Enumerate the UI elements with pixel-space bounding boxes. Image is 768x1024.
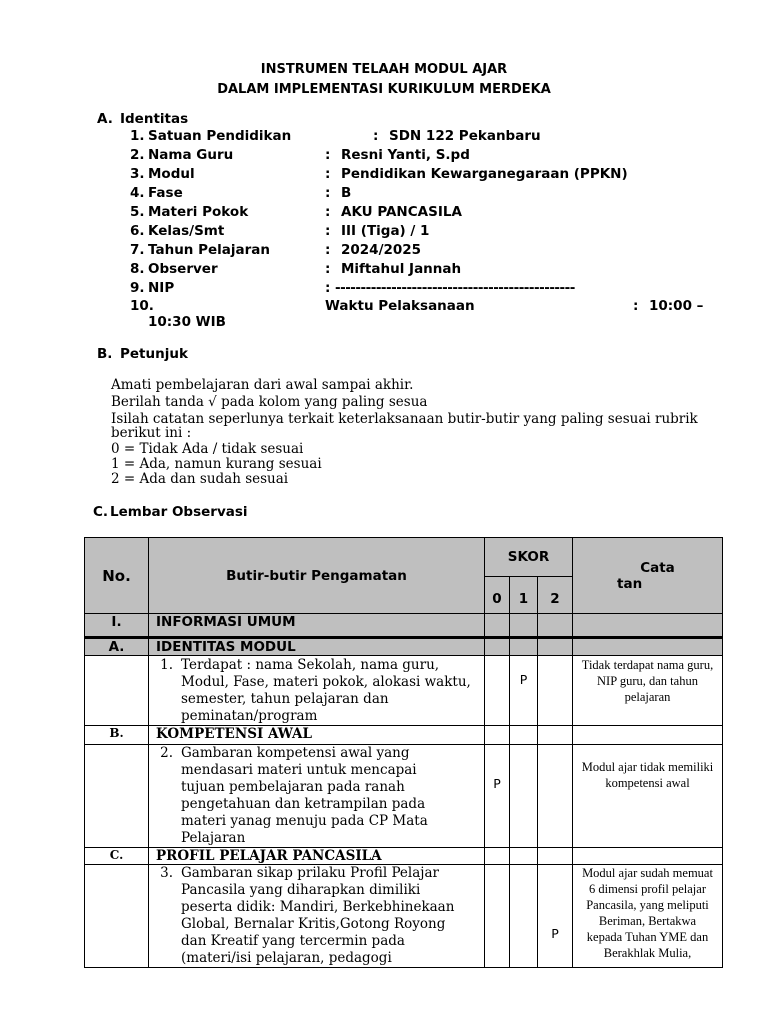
header-butir: Butir-butir Pengamatan <box>149 538 485 614</box>
identity-num: 6. <box>130 223 145 239</box>
item-line: Gambaran kompetensi awal yang <box>181 745 410 761</box>
score-cell <box>510 638 538 656</box>
item-line: Pelajaran <box>181 830 246 846</box>
score-cell <box>510 848 538 865</box>
identity-colon: : <box>373 128 379 144</box>
identity-label: Modul <box>148 166 195 182</box>
nip-dashes: ----------------------------------------------- <box>335 280 575 296</box>
identity-value-continued: 10:30 WIB <box>148 314 226 330</box>
item-text <box>149 656 485 726</box>
identity-label: Fase <box>148 185 183 201</box>
item-description <box>181 745 428 847</box>
section-a-label: A. <box>97 111 113 127</box>
item-number: 2. <box>160 745 173 761</box>
note-cell <box>573 726 723 745</box>
score-cell <box>485 614 510 638</box>
identity-num: 2. <box>130 147 145 163</box>
identity-value: AKU PANCASILA <box>341 204 462 220</box>
row-number: I. <box>85 614 149 638</box>
identity-num: 4. <box>130 185 145 201</box>
score-0-mark: P <box>485 745 510 848</box>
item-description <box>181 657 471 725</box>
table-row <box>85 638 723 656</box>
document-title-line1: INSTRUMEN TELAAH MODUL AJAR <box>260 62 508 77</box>
identity-colon: : <box>325 185 331 201</box>
row-number: A. <box>85 638 149 656</box>
identity-colon: : <box>325 261 331 277</box>
score-2-mark <box>538 656 573 726</box>
row-section-title: INFORMASI UMUM <box>149 614 485 638</box>
row-number: B. <box>85 726 149 745</box>
instruction-line: Berilah tanda √ pada kolom yang paling sesua <box>111 394 428 410</box>
score-cell <box>510 614 538 638</box>
note-line: kompetensi awal <box>605 776 690 790</box>
table-row <box>85 865 723 968</box>
header-catatan <box>573 538 723 614</box>
identity-colon: : <box>325 166 331 182</box>
table-header-row <box>85 538 723 577</box>
score-cell <box>485 848 510 865</box>
row-section-title: PROFIL PELAJAR PANCASILA <box>149 848 485 865</box>
identity-label: Waktu Pelaksanaan <box>325 298 475 314</box>
row-number <box>85 745 149 848</box>
note-line: Tidak terdapat nama guru, <box>581 658 714 672</box>
identity-num: 9. <box>130 280 145 296</box>
identity-label: NIP <box>148 280 175 296</box>
note-text <box>573 745 723 848</box>
identity-num: 10. <box>130 298 154 314</box>
score-0-mark <box>485 865 510 968</box>
note-text <box>573 656 723 726</box>
identity-num: 5. <box>130 204 145 220</box>
identity-value: Resni Yanti, S.pd <box>341 147 470 163</box>
identity-label: Observer <box>148 261 218 277</box>
instruction-line: Amati pembelajaran dari awal sampai akhir. <box>111 377 414 393</box>
identity-label: Nama Guru <box>148 147 234 163</box>
score-cell <box>538 726 573 745</box>
header-catatan-line2: tan <box>617 575 643 592</box>
score-cell <box>538 638 573 656</box>
identity-label: Materi Pokok <box>148 204 249 220</box>
score-0-mark <box>485 656 510 726</box>
row-section-title: IDENTITAS MODUL <box>149 638 485 656</box>
identity-colon: : <box>633 298 639 314</box>
score-cell <box>485 638 510 656</box>
table-row <box>85 726 723 745</box>
note-line: Berakhlak Mulia, <box>603 946 692 960</box>
section-c-heading: Lembar Observasi <box>110 504 248 520</box>
identity-colon: : <box>325 204 331 220</box>
row-number: C. <box>85 848 149 865</box>
row-number <box>85 656 149 726</box>
table-row <box>85 656 723 726</box>
score-1-mark <box>510 865 538 968</box>
identity-num: 7. <box>130 242 145 258</box>
identity-colon: : <box>325 280 331 296</box>
score-cell <box>538 614 573 638</box>
note-cell <box>573 848 723 865</box>
identity-value: III (Tiga) / 1 <box>341 223 430 239</box>
item-line: semester, tahun pelajaran dan <box>181 691 389 707</box>
identity-label: Tahun Pelajaran <box>148 242 271 258</box>
note-text <box>573 865 723 968</box>
observation-table <box>84 537 723 968</box>
instruction-line: Isilah catatan seperlunya terkait keterlaksanaan butir-butir yang paling sesuai rubrik <box>111 411 698 427</box>
item-number: 3. <box>160 865 173 881</box>
row-number <box>85 865 149 968</box>
item-line: dan Kreatif yang tercermin pada <box>181 933 405 949</box>
note-line: 6 dimensi profil pelajar <box>589 882 706 896</box>
item-line: Terdapat : nama Sekolah, nama guru, <box>181 657 440 673</box>
note-line: kepada Tuhan YME dan <box>586 930 709 944</box>
identity-colon: : <box>325 223 331 239</box>
table-row <box>85 745 723 848</box>
identity-value: 2024/2025 <box>341 242 422 258</box>
header-skor: SKOR <box>485 538 573 577</box>
rubric-line: 1 = Ada, namun kurang sesuai <box>111 456 322 472</box>
item-line: Modul, Fase, materi pokok, alokasi waktu, <box>181 674 471 690</box>
identity-label: Satuan Pendidikan <box>148 128 292 144</box>
score-cell <box>538 848 573 865</box>
note-line: Beriman, Bertakwa <box>598 914 697 928</box>
identity-colon: : <box>325 147 331 163</box>
item-line: materi yanag menuju pada CP Mata <box>181 813 428 829</box>
section-b-heading: Petunjuk <box>120 346 188 362</box>
note-line: Modul ajar sudah memuat <box>582 866 713 880</box>
header-no: No. <box>85 538 149 614</box>
instruction-line: berikut ini : <box>111 425 192 441</box>
table-row <box>85 848 723 865</box>
identity-value: B <box>341 185 352 201</box>
item-line: Global, Bernalar Kritis,Gotong Royong <box>181 916 446 932</box>
header-score-0: 0 <box>485 577 510 614</box>
identity-value: 10:00 – <box>649 298 704 314</box>
item-number: 1. <box>160 657 173 673</box>
item-line: (materi/isi pelajaran, pedagogi <box>181 950 392 966</box>
header-score-1: 1 <box>510 577 538 614</box>
item-text <box>149 865 485 968</box>
identity-num: 3. <box>130 166 145 182</box>
item-line: tujuan pembelajaran pada ranah <box>181 779 405 795</box>
score-2-mark: P <box>538 865 573 968</box>
identity-num: 8. <box>130 261 145 277</box>
note-line: Modul ajar tidak memiliki <box>581 760 714 774</box>
header-score-2: 2 <box>538 577 573 614</box>
item-line: peminatan/program <box>181 708 318 724</box>
identity-colon: : <box>325 242 331 258</box>
item-description <box>181 865 454 967</box>
item-line: mendasari materi untuk mencapai <box>181 762 417 778</box>
note-line: pelajaran <box>624 690 671 704</box>
item-line: pengetahuan dan ketrampilan pada <box>181 796 426 812</box>
score-1-mark <box>510 745 538 848</box>
rubric-line: 2 = Ada dan sudah sesuai <box>111 471 289 487</box>
note-cell <box>573 614 723 638</box>
section-a-heading: Identitas <box>120 111 189 127</box>
identity-label: Kelas/Smt <box>148 223 225 239</box>
row-section-title: KOMPETENSI AWAL <box>149 726 485 745</box>
section-b-label: B. <box>97 346 113 362</box>
identity-num: 1. <box>130 128 145 144</box>
score-2-mark <box>538 745 573 848</box>
identity-value: SDN 122 Pekanbaru <box>389 128 541 144</box>
note-line: NIP guru, dan tahun <box>597 674 698 688</box>
document-title-line2: DALAM IMPLEMENTASI KURIKULUM MERDEKA <box>217 82 551 97</box>
item-line: peserta didik: Mandiri, Berkebhinekaan <box>181 899 455 915</box>
score-cell <box>510 726 538 745</box>
item-line: Gambaran sikap prilaku Profil Pelajar <box>181 865 439 881</box>
header-catatan-line1: Cata <box>640 559 675 576</box>
table-row <box>85 614 723 638</box>
score-cell <box>485 726 510 745</box>
item-text <box>149 745 485 848</box>
rubric-line: 0 = Tidak Ada / tidak sesuai <box>111 441 304 457</box>
identity-value: Pendidikan Kewarganegaraan (PPKN) <box>341 166 628 182</box>
note-line: Pancasila, yang meliputi <box>586 898 709 912</box>
score-1-mark: P <box>510 656 538 726</box>
identity-value: Miftahul Jannah <box>341 261 462 277</box>
section-c-label: C. <box>93 504 109 520</box>
note-cell <box>573 638 723 656</box>
item-line: Pancasila yang diharapkan dimiliki <box>181 882 421 898</box>
